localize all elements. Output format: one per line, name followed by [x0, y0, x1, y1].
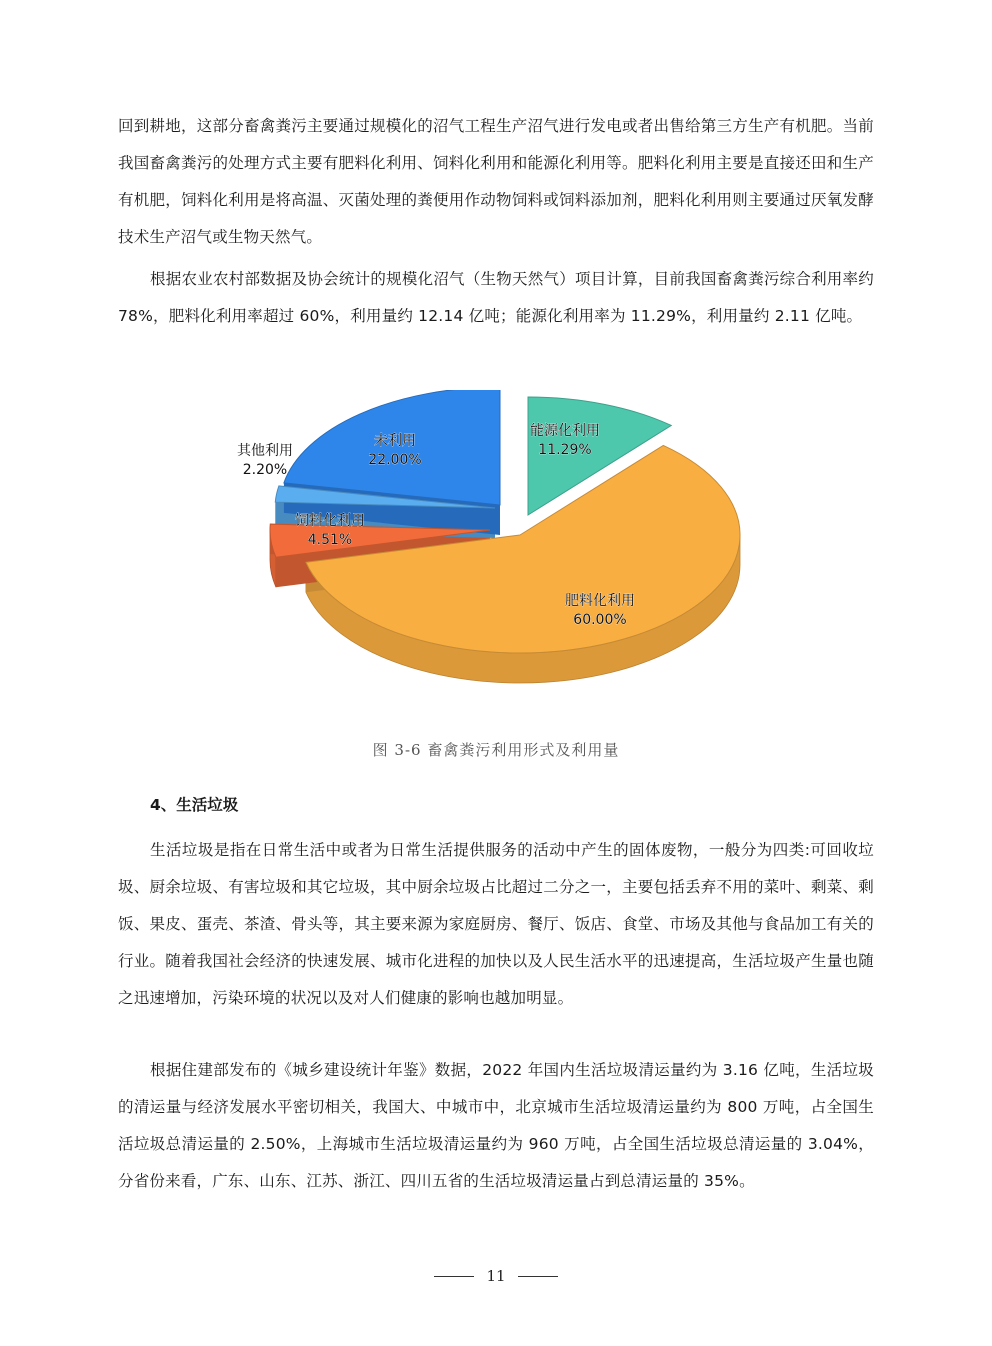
section-heading: 4、生活垃圾	[150, 796, 239, 814]
pie-label-4: 未利用	[374, 433, 416, 449]
pie-chart	[200, 390, 780, 730]
pie-value-label-4: 22.00%	[368, 452, 422, 468]
pie-value-label-1: 60.00%	[573, 612, 627, 628]
figure-caption: 图 3-6 畜禽粪污利用形式及利用量	[372, 741, 620, 759]
pie-value-label-0: 11.29%	[538, 442, 592, 458]
paragraph-household-waste: 生活垃圾是指在日常生活中或者为日常生活提供服务的活动中产生的固体废物，一般分为四类:可回收垃圾、厨余垃圾、有害垃圾和其它垃圾，其中厨余垃圾占比超过二分之一，主要包括丢弃不用的菜叶、剩菜、剩饭、果皮、蛋壳、茶渣、骨头等，其主要来源为家庭厨房、餐厅、饭店、食堂、市场及其他与食品加工有关的行业。随着我国社会经济的快速发展、城市化进程的加快以及人民生活水平的迅速提高，生活垃圾产生量也随之迅速增加，污染环境的状况以及对人们健康的影响也越加明显。	[118, 841, 874, 1007]
pie-label-0: 能源化利用	[530, 423, 600, 439]
pie-value-label-3: 2.20%	[242, 462, 288, 478]
page-number: 11	[486, 1267, 506, 1285]
pie-label-3: 其他利用	[237, 443, 293, 459]
pie-value-label-2: 4.51%	[307, 532, 353, 548]
pie-label-1: 肥料化利用	[565, 593, 635, 609]
footer-rule-left	[434, 1276, 474, 1277]
pie-label-2: 饲料化利用	[295, 513, 365, 529]
paragraph-livestock-statistics: 根据农业农村部数据及协会统计的规模化沼气（生物天然气）项目计算，目前我国畜禽粪污综合利用率约 78%，肥料化利用率超过 60%，利用量约 12.14 亿吨；能源化利用率为 11.29%，利用量约 2.11 亿吨。	[118, 270, 874, 325]
paragraph-livestock-treatment: 回到耕地，这部分畜禽粪污主要通过规模化的沼气工程生产沼气进行发电或者出售给第三方生产有机肥。当前我国畜禽粪污的处理方式主要有肥料化利用、饲料化利用和能源化利用等。肥料化利用主要是直接还田和生产有机肥，饲料化利用是将高温、灭菌处理的粪便用作动物饲料或饲料添加剂，肥料化利用则主要通过厌氧发酵技术生产沼气或生物天然气。	[118, 117, 874, 246]
page-footer	[0, 1262, 992, 1290]
footer-rule-right	[518, 1276, 558, 1277]
paragraph-waste-statistics: 根据住建部发布的《城乡建设统计年鉴》数据，2022 年国内生活垃圾清运量约为 3.16 亿吨，生活垃圾的清运量与经济发展水平密切相关，我国大、中城市中，北京城市生活垃圾清运量约为 800 万吨，占全国生活垃圾总清运量的 2.50%，上海城市生活垃圾清运量约为 960 万吨，占全国生活垃圾总清运量的 3.04%，分省份来看，广东、山东、江苏、浙江、四川五省的生活垃圾清运量占到总清运量的 35%。	[118, 1061, 874, 1190]
